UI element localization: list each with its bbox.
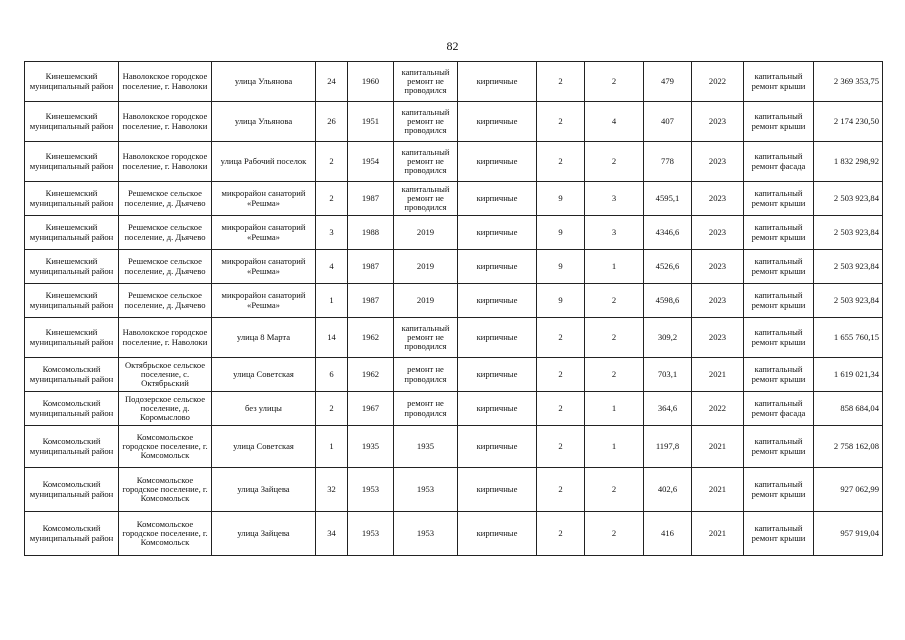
last-overhaul-cell: 2019 [394, 284, 458, 318]
floors-cell: 2 [537, 426, 585, 468]
table-row [25, 284, 883, 318]
street-cell: улица Ульянова [212, 102, 316, 142]
entrances-cell: 3 [585, 216, 644, 250]
work-type-cell: капитальный ремонт крыши [744, 250, 814, 284]
year-built-cell: 1953 [348, 468, 394, 512]
area-cell: 703,1 [644, 358, 692, 392]
house-number-cell: 2 [316, 392, 348, 426]
street-cell: микрорайон санаторий «Решма» [212, 284, 316, 318]
planned-year-cell: 2023 [692, 250, 744, 284]
settlement-cell: Наволокское городское поселение, г. Наволоки [119, 62, 212, 102]
area-cell: 407 [644, 102, 692, 142]
wall-material-cell: кирпичные [458, 284, 537, 318]
last-overhaul-cell: капитальный ремонт не проводился [394, 62, 458, 102]
work-type-cell: капитальный ремонт крыши [744, 216, 814, 250]
area-cell: 364,6 [644, 392, 692, 426]
house-number-cell: 26 [316, 102, 348, 142]
settlement-cell: Октябрьское сельское поселение, с. Октябрьский [119, 358, 212, 392]
work-type-cell: капитальный ремонт крыши [744, 182, 814, 216]
wall-material-cell: кирпичные [458, 468, 537, 512]
cost-cell: 2 503 923,84 [814, 182, 883, 216]
planned-year-cell: 2023 [692, 318, 744, 358]
house-number-cell: 3 [316, 216, 348, 250]
wall-material-cell: кирпичные [458, 216, 537, 250]
cost-cell: 1 619 021,34 [814, 358, 883, 392]
municipality-cell: Комсомольский муниципальный район [25, 426, 119, 468]
last-overhaul-cell: ремонт не проводился [394, 392, 458, 426]
work-type-cell: капитальный ремонт фасада [744, 142, 814, 182]
house-number-cell: 1 [316, 426, 348, 468]
street-cell: улица Зайцева [212, 512, 316, 556]
planned-year-cell: 2022 [692, 62, 744, 102]
year-built-cell: 1951 [348, 102, 394, 142]
planned-year-cell: 2021 [692, 512, 744, 556]
entrances-cell: 4 [585, 102, 644, 142]
entrances-cell: 2 [585, 62, 644, 102]
entrances-cell: 2 [585, 142, 644, 182]
settlement-cell: Решемское сельское поселение, д. Дьячево [119, 216, 212, 250]
municipality-cell: Комсомольский муниципальный район [25, 512, 119, 556]
last-overhaul-cell: 2019 [394, 250, 458, 284]
street-cell: улица Советская [212, 358, 316, 392]
work-type-cell: капитальный ремонт крыши [744, 318, 814, 358]
house-number-cell: 32 [316, 468, 348, 512]
cost-cell: 2 174 230,50 [814, 102, 883, 142]
last-overhaul-cell: 1953 [394, 512, 458, 556]
planned-year-cell: 2021 [692, 358, 744, 392]
wall-material-cell: кирпичные [458, 142, 537, 182]
floors-cell: 2 [537, 468, 585, 512]
municipality-cell: Кинешемский муниципальный район [25, 102, 119, 142]
table-row [25, 468, 883, 512]
housing-repair-table [24, 61, 883, 556]
settlement-cell: Комсомольское городское поселение, г. Комсомольск [119, 426, 212, 468]
street-cell: улица Ульянова [212, 62, 316, 102]
house-number-cell: 14 [316, 318, 348, 358]
floors-cell: 9 [537, 250, 585, 284]
work-type-cell: капитальный ремонт крыши [744, 62, 814, 102]
last-overhaul-cell: капитальный ремонт не проводился [394, 102, 458, 142]
settlement-cell: Наволокское городское поселение, г. Наволоки [119, 142, 212, 182]
municipality-cell: Комсомольский муниципальный район [25, 468, 119, 512]
entrances-cell: 2 [585, 318, 644, 358]
settlement-cell: Комсомольское городское поселение, г. Комсомольск [119, 512, 212, 556]
work-type-cell: капитальный ремонт крыши [744, 468, 814, 512]
planned-year-cell: 2023 [692, 142, 744, 182]
municipality-cell: Кинешемский муниципальный район [25, 216, 119, 250]
area-cell: 4526,6 [644, 250, 692, 284]
house-number-cell: 2 [316, 142, 348, 182]
cost-cell: 2 503 923,84 [814, 284, 883, 318]
table-row [25, 426, 883, 468]
area-cell: 402,6 [644, 468, 692, 512]
floors-cell: 2 [537, 142, 585, 182]
cost-cell: 2 369 353,75 [814, 62, 883, 102]
planned-year-cell: 2022 [692, 392, 744, 426]
year-built-cell: 1962 [348, 318, 394, 358]
area-cell: 1197,8 [644, 426, 692, 468]
planned-year-cell: 2023 [692, 182, 744, 216]
year-built-cell: 1953 [348, 512, 394, 556]
municipality-cell: Кинешемский муниципальный район [25, 318, 119, 358]
wall-material-cell: кирпичные [458, 392, 537, 426]
last-overhaul-cell: капитальный ремонт не проводился [394, 318, 458, 358]
house-number-cell: 2 [316, 182, 348, 216]
settlement-cell: Наволокское городское поселение, г. Наволоки [119, 318, 212, 358]
floors-cell: 2 [537, 358, 585, 392]
municipality-cell: Кинешемский муниципальный район [25, 142, 119, 182]
table-row [25, 62, 883, 102]
floors-cell: 2 [537, 102, 585, 142]
area-cell: 479 [644, 62, 692, 102]
cost-cell: 858 684,04 [814, 392, 883, 426]
municipality-cell: Комсомольский муниципальный район [25, 358, 119, 392]
table-row [25, 250, 883, 284]
last-overhaul-cell: 1953 [394, 468, 458, 512]
house-number-cell: 6 [316, 358, 348, 392]
house-number-cell: 24 [316, 62, 348, 102]
table-body [25, 62, 883, 556]
area-cell: 309,2 [644, 318, 692, 358]
municipality-cell: Кинешемский муниципальный район [25, 62, 119, 102]
wall-material-cell: кирпичные [458, 426, 537, 468]
work-type-cell: капитальный ремонт крыши [744, 102, 814, 142]
work-type-cell: капитальный ремонт крыши [744, 358, 814, 392]
municipality-cell: Комсомольский муниципальный район [25, 392, 119, 426]
street-cell: улица Зайцева [212, 468, 316, 512]
page-number: 82 [446, 39, 459, 53]
last-overhaul-cell: ремонт не проводился [394, 358, 458, 392]
cost-cell: 2 503 923,84 [814, 216, 883, 250]
area-cell: 4598,6 [644, 284, 692, 318]
wall-material-cell: кирпичные [458, 250, 537, 284]
year-built-cell: 1967 [348, 392, 394, 426]
table-row [25, 392, 883, 426]
municipality-cell: Кинешемский муниципальный район [25, 284, 119, 318]
area-cell: 416 [644, 512, 692, 556]
municipality-cell: Кинешемский муниципальный район [25, 182, 119, 216]
entrances-cell: 2 [585, 358, 644, 392]
street-cell: улица Рабочий поселок [212, 142, 316, 182]
entrances-cell: 1 [585, 250, 644, 284]
street-cell: микрорайон санаторий «Решма» [212, 182, 316, 216]
floors-cell: 9 [537, 284, 585, 318]
wall-material-cell: кирпичные [458, 102, 537, 142]
year-built-cell: 1960 [348, 62, 394, 102]
planned-year-cell: 2023 [692, 102, 744, 142]
floors-cell: 9 [537, 182, 585, 216]
settlement-cell: Подозерское сельское поселение, д. Коромыслово [119, 392, 212, 426]
table-row [25, 102, 883, 142]
floors-cell: 2 [537, 512, 585, 556]
entrances-cell: 2 [585, 512, 644, 556]
area-cell: 4595,1 [644, 182, 692, 216]
floors-cell: 9 [537, 216, 585, 250]
cost-cell: 2 503 923,84 [814, 250, 883, 284]
street-cell: микрорайон санаторий «Решма» [212, 250, 316, 284]
last-overhaul-cell: 2019 [394, 216, 458, 250]
cost-cell: 1 832 298,92 [814, 142, 883, 182]
entrances-cell: 1 [585, 426, 644, 468]
street-cell: улица 8 Марта [212, 318, 316, 358]
year-built-cell: 1954 [348, 142, 394, 182]
work-type-cell: капитальный ремонт крыши [744, 426, 814, 468]
entrances-cell: 1 [585, 392, 644, 426]
entrances-cell: 2 [585, 284, 644, 318]
settlement-cell: Наволокское городское поселение, г. Наволоки [119, 102, 212, 142]
floors-cell: 2 [537, 392, 585, 426]
entrances-cell: 3 [585, 182, 644, 216]
cost-cell: 2 758 162,08 [814, 426, 883, 468]
cost-cell: 1 655 760,15 [814, 318, 883, 358]
table-row [25, 182, 883, 216]
wall-material-cell: кирпичные [458, 318, 537, 358]
year-built-cell: 1987 [348, 182, 394, 216]
year-built-cell: 1935 [348, 426, 394, 468]
house-number-cell: 1 [316, 284, 348, 318]
work-type-cell: капитальный ремонт крыши [744, 284, 814, 318]
settlement-cell: Решемское сельское поселение, д. Дьячево [119, 250, 212, 284]
work-type-cell: капитальный ремонт крыши [744, 512, 814, 556]
area-cell: 778 [644, 142, 692, 182]
last-overhaul-cell: 1935 [394, 426, 458, 468]
street-cell: улица Советская [212, 426, 316, 468]
wall-material-cell: кирпичные [458, 512, 537, 556]
house-number-cell: 4 [316, 250, 348, 284]
settlement-cell: Решемское сельское поселение, д. Дьячево [119, 182, 212, 216]
year-built-cell: 1988 [348, 216, 394, 250]
year-built-cell: 1987 [348, 250, 394, 284]
year-built-cell: 1987 [348, 284, 394, 318]
wall-material-cell: кирпичные [458, 182, 537, 216]
settlement-cell: Комсомольское городское поселение, г. Комсомольск [119, 468, 212, 512]
last-overhaul-cell: капитальный ремонт не проводился [394, 182, 458, 216]
table-row [25, 512, 883, 556]
year-built-cell: 1962 [348, 358, 394, 392]
cost-cell: 927 062,99 [814, 468, 883, 512]
last-overhaul-cell: капитальный ремонт не проводился [394, 142, 458, 182]
floors-cell: 2 [537, 62, 585, 102]
house-number-cell: 34 [316, 512, 348, 556]
table-row [25, 358, 883, 392]
planned-year-cell: 2021 [692, 468, 744, 512]
work-type-cell: капитальный ремонт фасада [744, 392, 814, 426]
area-cell: 4346,6 [644, 216, 692, 250]
entrances-cell: 2 [585, 468, 644, 512]
cost-cell: 957 919,04 [814, 512, 883, 556]
street-cell: микрорайон санаторий «Решма» [212, 216, 316, 250]
planned-year-cell: 2023 [692, 284, 744, 318]
table-row [25, 318, 883, 358]
street-cell: без улицы [212, 392, 316, 426]
floors-cell: 2 [537, 318, 585, 358]
wall-material-cell: кирпичные [458, 62, 537, 102]
wall-material-cell: кирпичные [458, 358, 537, 392]
table-row [25, 216, 883, 250]
settlement-cell: Решемское сельское поселение, д. Дьячево [119, 284, 212, 318]
table-row [25, 142, 883, 182]
planned-year-cell: 2021 [692, 426, 744, 468]
municipality-cell: Кинешемский муниципальный район [25, 250, 119, 284]
planned-year-cell: 2023 [692, 216, 744, 250]
